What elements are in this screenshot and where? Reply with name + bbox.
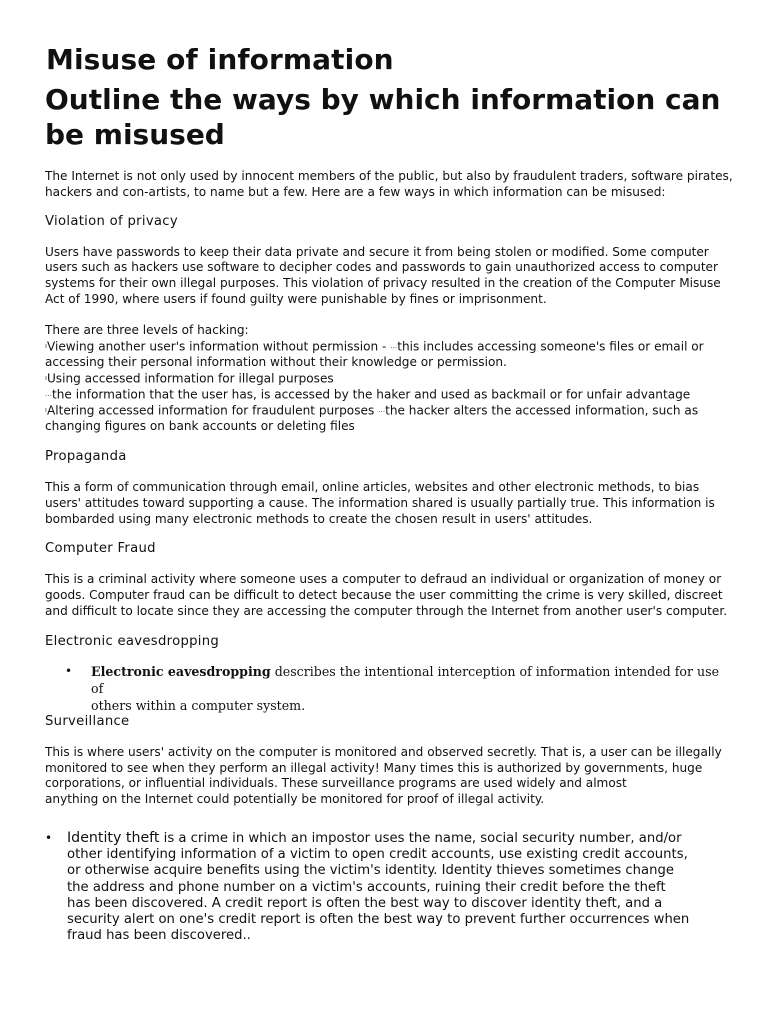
propaganda-heading: Propaganda [45,448,127,464]
privacy-paragraph: Users have passwords to keep their data private and secure it from being stolen or modified. Some computer users such as hackers use software to decipher codes and passwords to gain unauthorized access to computer systems for their own illegal purposes. This violation of privacy resulted in the creation of the Computer Misuse Act of 1990, where users if found guilty were punishable by fines or imprisonment. [45,244,721,306]
identity-theft-bullet [45,829,735,944]
eavesdropping-bullet [65,663,735,714]
hacking-level-text: Using accessed information for illegal purposes [46,370,334,385]
propaganda-paragraph: This a form of communication through email, online articles, websites and other electronic methods, to bias users' attitudes toward supporting a cause. The information shared is usually partially true. This information is bombarded using many electronic methods to create the chosen result in users' attitudes. [45,479,715,526]
list-marker: … [378,405,386,414]
hacking-level-item [45,387,735,403]
eavesdropping-term: Electronic eavesdropping [91,663,271,679]
page-title: Misuse of information [46,43,394,76]
document-page [45,42,735,944]
list-marker: ı [45,373,47,382]
hacking-level-item [45,403,735,435]
hacking-levels-intro: There are three levels of hacking: [45,322,249,337]
eavesdropping-heading: Electronic eavesdropping [45,633,220,649]
hacking-level-detail: this includes accessing someone's files or email or accessing their personal information without their knowledge or permission. [45,338,704,369]
identity-theft-text: is a crime in which an impostor uses the name, social security number, and/or other identifying information of a victim to open credit accounts, use existing credit accounts, or otherwise acquire benefits using the victim's identity. Identity thieves sometimes change the address and phone number on a victim's accounts, ruining their credit before the theft has been discovered. A credit report is often the best way to discover identity theft, and a security alert on one's credit report is often the best way to prevent further occurrences when fraud has been discovered.. [67,830,690,944]
hacking-level-detail: the hacker alters the accessed information, such as changing figures on bank accounts or deleting files [45,403,699,434]
hacking-level-text: Altering accessed information for fraudulent purposes [46,403,379,418]
fraud-heading: Computer Fraud [45,541,156,557]
list-marker: … [390,341,398,350]
fraud-paragraph: This is a criminal activity where someone uses a computer to defraud an individual or organization of money or goods. Computer fraud can be difficult to detect because the user committing the crime is very skilled, discreet and difficult to locate since they are accessing the computer through the Internet from another user's computer. [45,572,728,618]
hacking-level-text: the information that the user has, is accessed by the haker and used as backmail or for unfair advantage [52,387,691,402]
list-marker: ı [45,405,47,414]
hacking-level-text: Viewing another user's information without permission - [46,338,391,353]
eavesdropping-text: describes the intentional interception of information intended for use of others within a computer system. [91,663,720,713]
hacking-level-item [45,339,735,371]
bullet-dot: • [65,663,73,678]
hacking-level-item [45,371,735,387]
page-subtitle: Outline the ways by which information can be misused [45,83,721,151]
intro-paragraph: The Internet is not only used by innocent members of the public, but also by fraudulent traders, software pirates, hackers and con-artists, to name but a few. Here are a few ways in which information can be misused: [45,169,733,199]
list-marker: … [45,389,52,398]
privacy-heading: Violation of privacy [45,213,178,229]
surveillance-heading: Surveillance [45,713,130,729]
identity-theft-term: Identity theft [67,829,160,846]
hacking-levels-list [45,339,735,435]
list-marker: ı [45,341,47,350]
surveillance-paragraph: This is where users' activity on the computer is monitored and observed secretly. That is, a user can be illegally monitored to see when they perform an illegal activity! Many times this is authorized by governments, huge corporations, or influential individuals. These surveillance programs are used widely and almost anything on the Internet could potentially be monitored for proof of illegal activity. [45,744,722,807]
bullet-dot: • [45,830,53,845]
